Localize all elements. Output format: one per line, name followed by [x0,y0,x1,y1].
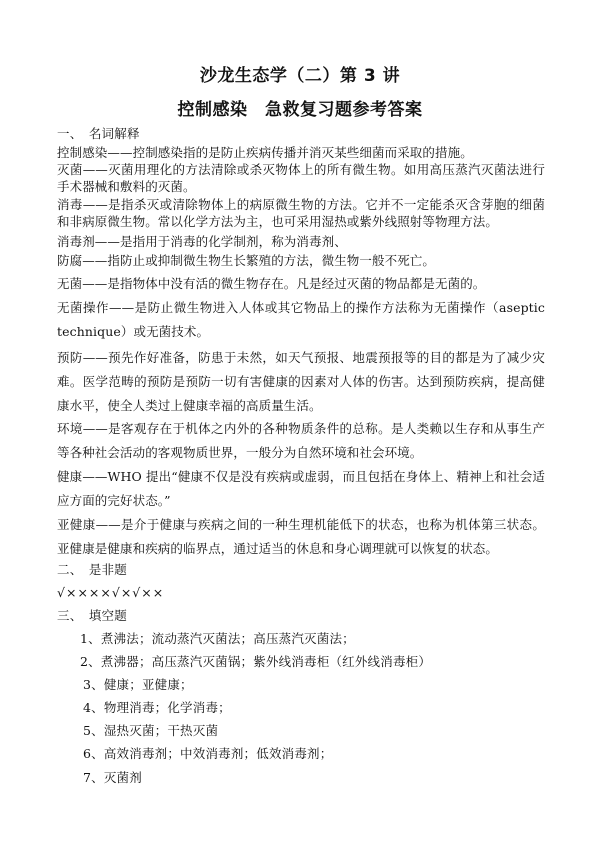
definition-sub-health: 亚健康——是介于健康与疾病之间的一种生理机能低下的状态，也称为机体第三状态。亚健康是健康和疾病的临界点，通过适当的休息和身心调理就可以恢复的状态。 [57,517,545,556]
definition-prevention: 预防——预先作好准备，防患于未然，如天气预报、地震预报等的目的都是为了减少灾难。医学范畴的预防是预防一切有害健康的因素对人体的伤害。达到预防疾病，提高健康水平，使全人类过上健康幸福的高质量生活。 [57,350,545,413]
definition-infection-control: 控制感染——控制感染指的是防止疾病传播并消灭某些细菌而采取的措施。 [57,145,473,160]
document-subtitle: 控制感染 急救复习题参考答案 [177,100,423,120]
fill-blank-answer-6: 6、高效消毒剂；中效消毒剂；低效消毒剂； [83,746,333,761]
definition-health: 健康——WHO 提出“健康不仅是没有疾病或虚弱，而且包括在身体上、精神上和社会适应方面的完好状态。” [57,469,545,508]
fill-blank-answer-5: 5、湿热灭菌；干热灭菌 [83,723,219,738]
document-title: 沙龙生态学（二）第 3 讲 [199,66,401,86]
section-heading-true-false: 二、 是非题 [57,562,127,577]
section-heading-fill-blank: 三、 填空题 [57,608,127,623]
section-heading-definitions: 一、 名词解释 [57,126,140,141]
definition-disinfection: 消毒——是指杀灭或清除物体上的病原微生物的方法。它并不一定能杀灭含芽胞的细菌和非病原微生物。常以化学方法为主，也可采用湿热或紫外线照射等物理方法。 [57,197,545,229]
fill-blank-answer-7: 7、灭菌剂 [83,770,142,785]
definition-aseptic: 无菌——是指物体中没有活的微生物存在。凡是经过灭菌的物品都是无菌的。 [57,276,486,291]
fill-blank-answer-4: 4、物理消毒；化学消毒； [83,700,231,715]
fill-blank-answer-1: 1、煮沸法；流动蒸汽灭菌法；高压蒸汽灭菌法； [80,631,355,646]
definition-sterilization: 灭菌——灭菌用理化的方法清除或杀灭物体上的所有微生物。如用高压蒸汽灭菌法进行手术器械和敷料的灭菌。 [57,162,545,194]
definition-antisepsis: 防腐——指防止或抑制微生物生长繁殖的方法，微生物一般不死亡。 [57,253,436,268]
definition-disinfectant: 消毒剂——是指用于消毒的化学制剂，称为消毒剂、 [57,234,347,249]
definition-aseptic-technique: 无菌操作——是防止微生物进入人体或其它物品上的操作方法称为无菌操作（aseptic technique）或无菌技术。 [57,300,545,339]
fill-blank-answer-3: 3、健康；亚健康； [83,677,193,692]
definition-environment: 环境——是客观存在于机体之内外的各种物质条件的总称。是人类赖以生存和从事生产等各种社会活动的客观物质世界，一般分为自然环境和社会环境。 [57,421,545,460]
true-false-answers: √××××√×√×× [57,585,165,600]
fill-blank-answer-2: 2、煮沸器；高压蒸汽灭菌锅；紫外线消毒柜（红外线消毒柜） [80,654,432,669]
